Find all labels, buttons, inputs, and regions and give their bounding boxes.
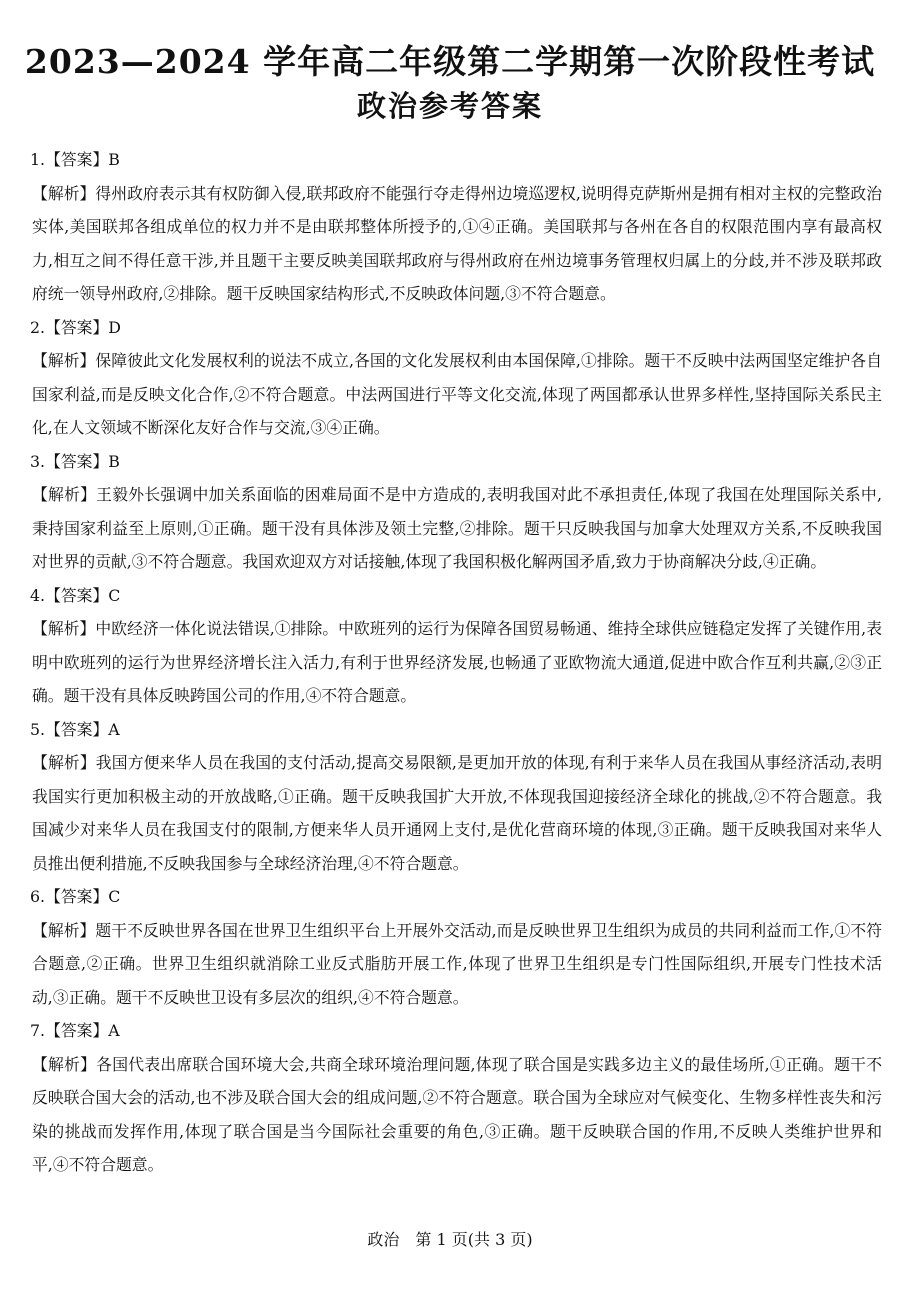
analysis-text: 【解析】王毅外长强调中加关系面临的困难局面不是中方造成的,表明我国对此不承担责任,体现了我国在处理国际关系中,秉持国家利益至上原则,①正确。题干没有具体涉及领土完整,②排除。题干只反映我国与加拿大处理双方关系,不反映我国对世界的贡献,③不符合题意。我国欢迎双方对话接触,体现了我国积极化解两国矛盾,致力于协商解决分歧,④正确。 bbox=[32, 485, 882, 571]
answer-line bbox=[30, 579, 882, 613]
answer-label: 【答案】C bbox=[45, 887, 121, 906]
question-item bbox=[30, 713, 882, 881]
answer-label: 【答案】A bbox=[45, 1021, 120, 1040]
answer-line bbox=[30, 143, 882, 177]
answer-label: 【答案】B bbox=[45, 150, 120, 169]
question-item bbox=[30, 143, 882, 311]
analysis-text: 【解析】各国代表出席联合国环境大会,共商全球环境治理问题,体现了联合国是实践多边主义的最佳场所,①正确。题干不反映联合国大会的活动,也不涉及联合国大会的组成问题,②不符合题意。联合国为全球应对气候变化、生物多样性丧失和污染的挑战而发挥作用,体现了联合国是当今国际社会重要的角色,③正确。题干反映联合国的作用,不反映人类维护世界和平,④不符合题意。 bbox=[32, 1054, 882, 1174]
question-item bbox=[30, 311, 882, 445]
page-title: 2023—2024 学年高二年级第二学期第一次阶段性考试 bbox=[24, 42, 876, 81]
answer-line bbox=[30, 311, 882, 345]
question-number: 4. bbox=[30, 585, 46, 605]
question-item bbox=[30, 1014, 882, 1182]
question-number: 2. bbox=[30, 317, 46, 337]
question-number: 7. bbox=[30, 1021, 46, 1040]
question-number: 1. bbox=[30, 150, 46, 169]
answer-line bbox=[30, 445, 882, 479]
analysis-text: 【解析】中欧经济一体化说法错误,①排除。中欧班列的运行为保障各国贸易畅通、维持全球供应链稳定发挥了关键作用,表明中欧班列的运行为世界经济增长注入活力,有利于世界经济发展,也畅通了亚欧物流大通道,促进中欧合作互利共赢,②③正确。题干没有具体反映跨国公司的作用,④不符合题意。 bbox=[32, 619, 882, 705]
page-subtitle: 政治参考答案 bbox=[356, 89, 543, 123]
answer-label: 【答案】B bbox=[45, 451, 120, 471]
answer-label: 【答案】D bbox=[45, 317, 121, 337]
answer-label: 【答案】A bbox=[45, 719, 120, 739]
page-footer: 政治 第 1 页(共 3 页) bbox=[367, 1230, 533, 1249]
question-item bbox=[30, 445, 882, 579]
answer-line bbox=[30, 713, 882, 747]
answer-line bbox=[30, 880, 882, 914]
question-item bbox=[30, 579, 882, 713]
analysis-text: 【解析】题干不反映世界各国在世界卫生组织平台上开展外交活动,而是反映世界卫生组织为成员的共同利益而工作,①不符合题意,②正确。世界卫生组织就消除工业反式脂肪开展工作,体现了世界卫生组织是专门性国际组织,开展专门性技术活动,③正确。题干不反映世卫设有多层次的组织,④不符合题意。 bbox=[32, 920, 882, 1007]
answer-line bbox=[30, 1014, 882, 1048]
analysis-text: 【解析】我国方便来华人员在我国的支付活动,提高交易限额,是更加开放的体现,有利于来华人员在我国从事经济活动,表明我国实行更加积极主动的开放战略,①正确。题干反映我国扩大开放,不体现我国迎接经济全球化的挑战,②不符合题意。我国减少对来华人员在我国支付的限制,方便来华人员开通网上支付,是优化营商环境的体现,③正确。题干反映我国对来华人员推出便利措施,不反映我国参与全球经济治理,④不符合题意。 bbox=[32, 753, 882, 873]
analysis-text: 【解析】得州政府表示其有权防御入侵,联邦政府不能强行夺走得州边境巡逻权,说明得克萨斯州是拥有相对主权的完整政治实体,美国联邦各组成单位的权力并不是由联邦整体所授予的,①④正确。美国联邦与各州在各自的权限范围内享有最高权力,相互之间不得任意干涉,并且题干主要反映美国联邦政府与得州政府在州边境事务管理权归属上的分歧,并不涉及联邦政府统一领导州政府,②排除。题干反映国家结构形式,不反映政体问题,③不符合题意。 bbox=[32, 183, 882, 303]
answer-list bbox=[30, 143, 882, 1182]
question-number: 3. bbox=[30, 451, 46, 471]
question-item bbox=[30, 880, 882, 1014]
answer-label: 【答案】C bbox=[45, 585, 121, 605]
question-number: 6. bbox=[30, 887, 46, 906]
question-number: 5. bbox=[30, 719, 46, 739]
analysis-text: 【解析】保障彼此文化发展权利的说法不成立,各国的文化发展权利由本国保障,①排除。题干不反映中法两国坚定维护各自国家利益,而是反映文化合作,②不符合题意。中法两国进行平等文化交流,体现了两国都承认世界多样性,坚持国际关系民主化,在人文领域不断深化友好合作与交流,③④正确。 bbox=[32, 351, 882, 437]
